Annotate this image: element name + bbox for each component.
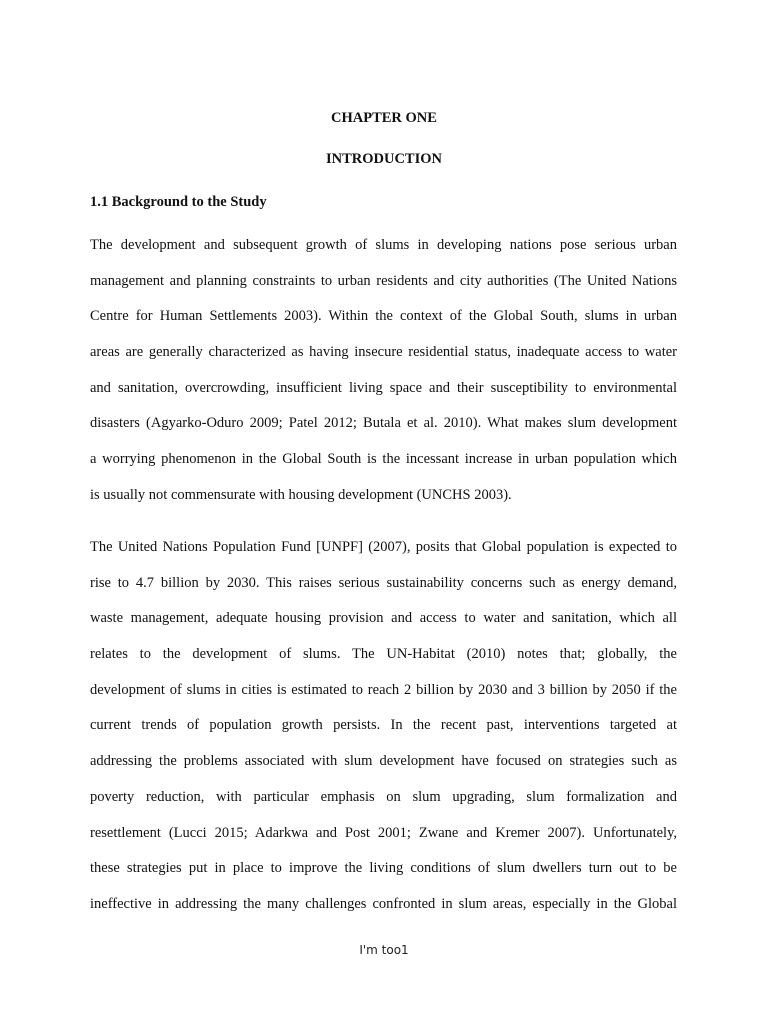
paragraph-1 (90, 236, 677, 522)
page-title: INTRODUCTION (325, 151, 442, 167)
text-line: is usually not commensurate with housing development (UNCHS 2003). (90, 486, 512, 503)
text-line: disasters (Agyarko-Oduro 2009; Patel 2012; Butala et al. 2010). What makes slum development (90, 415, 677, 432)
text-line: management and planning constraints to urban residents and city authorities (The United Nations (90, 272, 677, 289)
page-footer: I'm too1 (359, 943, 409, 957)
text-line: rise to 4.7 billion by 2030. This raises serious sustainability concerns such as energy demand, (90, 574, 677, 591)
text-line: resettlement (Lucci 2015; Adarkwa and Post 2001; Zwane and Kremer 2007). Unfortunately, (90, 824, 677, 841)
text-line: waste management, adequate housing provision and access to water and sanitation, which all (90, 610, 677, 627)
paragraph-2 (90, 538, 677, 931)
text-line: Centre for Human Settlements 2003). Within the context of the Global South, slums in urban (90, 308, 677, 325)
text-line: and sanitation, overcrowding, insufficient living space and their susceptibility to environmental (90, 379, 677, 396)
text-line: development of slums in cities is estimated to reach 2 billion by 2030 and 3 billion by 2050 if the (90, 681, 677, 698)
text-line: ineffective in addressing the many challenges confronted in slum areas, especially in the Global (90, 895, 677, 912)
text-line: The development and subsequent growth of slums in developing nations pose serious urban (90, 237, 677, 253)
text-line: these strategies put in place to improve the living conditions of slum dwellers turn out to be (90, 860, 677, 877)
text-line: relates to the development of slums. The UN-Habitat (2010) notes that; globally, the (90, 646, 677, 663)
text-line: a worrying phenomenon in the Global South is the incessant increase in urban population which (90, 451, 677, 468)
text-line: The United Nations Population Fund [UNPF] (2007), posits that Global population is expected to (90, 539, 677, 555)
text-line: areas are generally characterized as having insecure residential status, inadequate access to water (90, 344, 677, 361)
text-line: poverty reduction, with particular emphasis on slum upgrading, slum formalization and (90, 788, 677, 805)
section-heading: 1.1 Background to the Study (90, 194, 267, 210)
chapter-heading: CHAPTER ONE (331, 110, 437, 126)
text-line: current trends of population growth persists. In the recent past, interventions targeted at (90, 717, 677, 734)
text-line: addressing the problems associated with slum development have focused on strategies such as (90, 753, 677, 770)
